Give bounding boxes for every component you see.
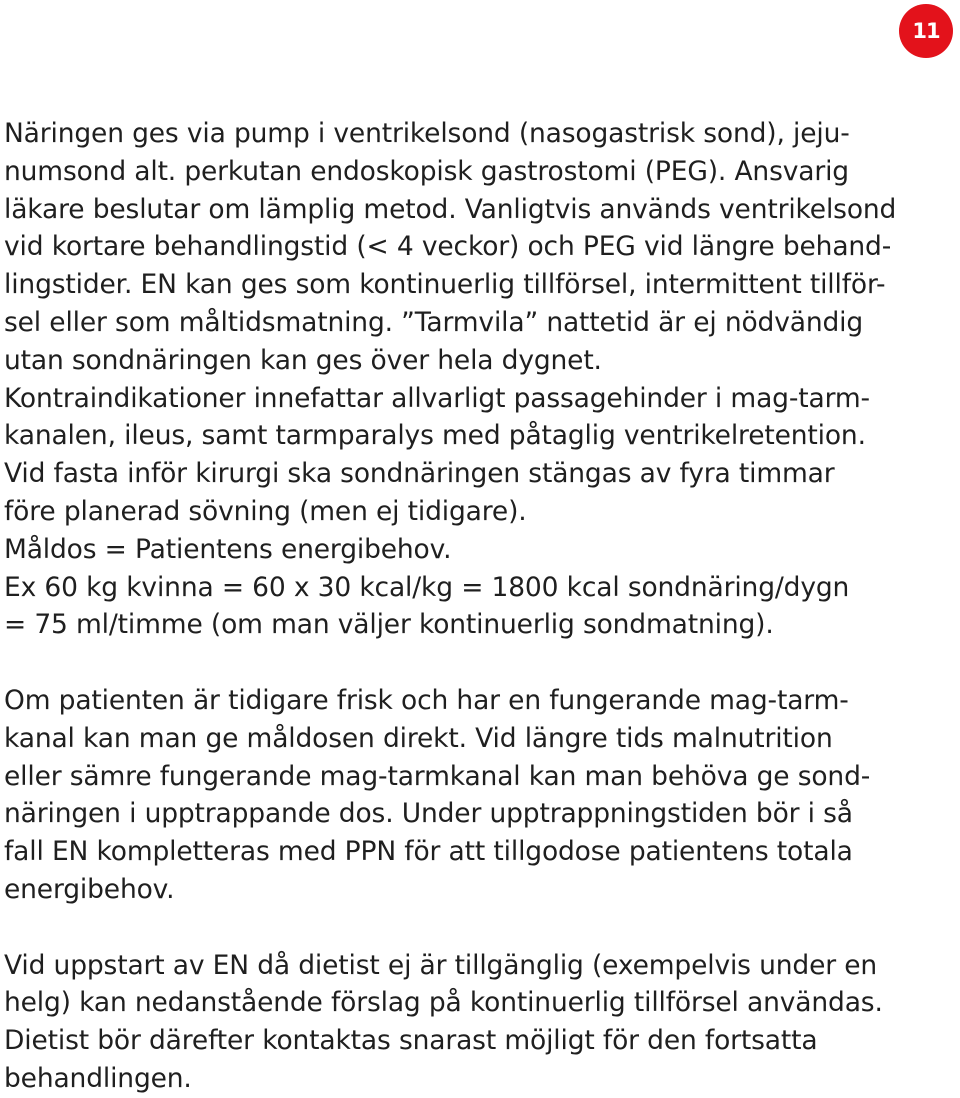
text-line: kanalen, ileus, samt tarmparalys med påtaglig ventrikelretention.: [4, 420, 866, 452]
page-number-badge: 11: [899, 4, 953, 58]
text-line: eller sämre fungerande mag-tarmkanal kan man behöva ge sond-: [4, 760, 871, 792]
text-line: utan sondnäringen kan ges över hela dygnet.: [4, 344, 602, 376]
text-line: helg) kan nedanstående förslag på kontinuerlig tillförsel användas.: [4, 987, 883, 1019]
text-line: näringen i upptrappande dos. Under upptrappningstiden bör i så: [4, 798, 853, 830]
text-line: sel eller som måltidsmatning. ”Tarmvila” nattetid är ej nödvändig: [4, 306, 864, 338]
paragraph-1: [4, 115, 934, 644]
text-line: numsond alt. perkutan endoskopisk gastrostomi (PEG). Ansvarig: [4, 155, 849, 187]
text-line: fall EN kompletteras med PPN för att tillgodose patientens totala: [4, 836, 853, 868]
paragraph-spacer: [4, 644, 934, 682]
text-line: läkare beslutar om lämplig metod. Vanligtvis används ventrikelsond: [4, 193, 897, 225]
text-line: Om patienten är tidigare frisk och har en fungerande mag-tarm-: [4, 684, 849, 716]
text-line: kanal kan man ge måldosen direkt. Vid längre tids malnutrition: [4, 722, 833, 754]
text-line: lingstider. EN kan ges som kontinuerlig tillförsel, intermittent tillför-: [4, 269, 886, 301]
text-line: = 75 ml/timme (om man väljer kontinuerlig sondmatning).: [4, 609, 774, 641]
paragraph-2: [4, 682, 934, 909]
text-line: Ex 60 kg kvinna = 60 x 30 kcal/kg = 1800 kcal sondnäring/dygn: [4, 571, 850, 603]
text-line: Näringen ges via pump i ventrikelsond (nasogastrisk sond), jeju-: [4, 118, 850, 149]
text-line: vid kortare behandlingstid (< 4 veckor) och PEG vid längre behand-: [4, 231, 892, 263]
text-line: Dietist bör därefter kontaktas snarast möjligt för den fortsatta: [4, 1025, 818, 1057]
text-line: energibehov.: [4, 873, 175, 905]
text-line: Kontraindikationer innefattar allvarligt passagehinder i mag-tarm-: [4, 382, 870, 414]
body-text: [4, 115, 934, 1098]
text-line: Måldos = Patientens energibehov.: [4, 533, 452, 565]
paragraph-3: [4, 947, 934, 1098]
text-line: före planerad sövning (men ej tidigare).: [4, 495, 527, 527]
paragraph-spacer: [4, 909, 934, 947]
text-line: behandlingen.: [4, 1062, 192, 1094]
text-line: Vid fasta inför kirurgi ska sondnäringen stängas av fyra timmar: [4, 458, 835, 490]
text-line: Vid uppstart av EN då dietist ej är tillgänglig (exempelvis under en: [4, 949, 878, 981]
